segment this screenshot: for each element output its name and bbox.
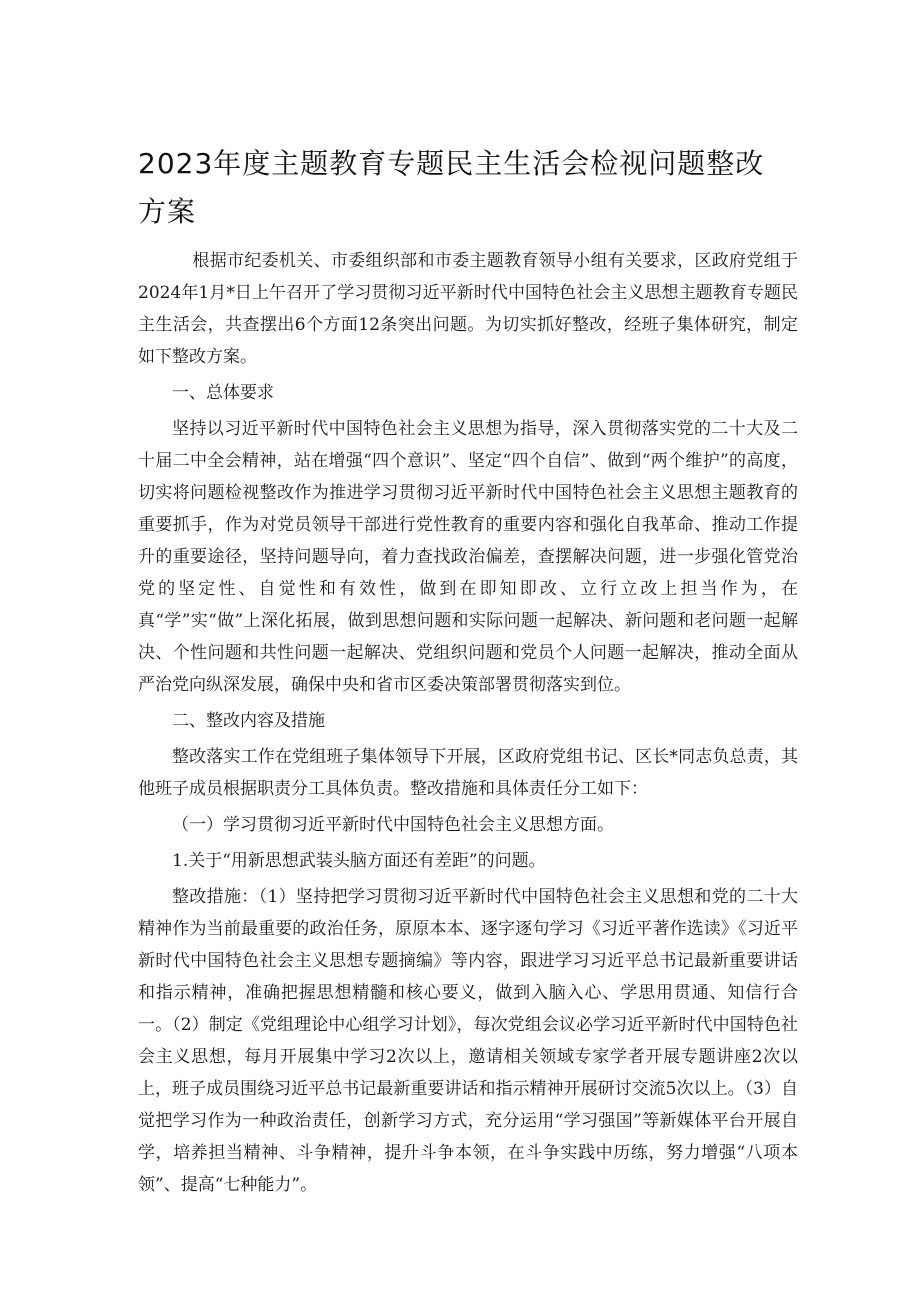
general-requirements-paragraph: 坚持以习近平新时代中国特色社会主义思想为指导，深入贯彻落实党的二十大及二十届二中全会精神，站在增强“四个意识”、坚定“四个自信”、做到“两个维护”的高度，切实将问题检视整改作为推进学习贯彻习近平新时代中国特色社会主义思想主题教育的重要抓手，作为对党员领导干部进行党性教育的重要内容和强化自我革命、推动工作提升的重要途径，坚持问题导向，着力查找政治偏差，查摆解决问题，进一步强化管党治党的坚定性、自觉性和有效性，做到在即知即改、立行立改上担当作为，在真“学”实“做”上深化拓展，做到思想问题和实际问题一起解决、新问题和老问题一起解决、个性问题和共性问题一起解决、党组织问题和党员个人问题一起解决，推动全面从严治党向纵深发展，确保中央和省市区委决策部署贯彻落实到位。 xyxy=(138,419,798,695)
subsection-heading-1: （一）学习贯彻习近平新时代中国特色社会主义思想方面。 xyxy=(172,815,614,835)
document-title: 2023年度主题教育专题民主生活会检视问题整改方案 xyxy=(138,147,765,228)
section-heading-general-requirements: 一、总体要求 xyxy=(172,383,274,403)
issue-heading-1: 1.关于“用新思想武装头脑方面还有差距”的问题。 xyxy=(172,851,546,871)
responsibility-paragraph: 整改落实工作在党组班子集体领导下开展，区政府党组书记、区长*同志负总责，其他班子成员根据职责分工具体负责。整改措施和具体责任分工如下： xyxy=(138,747,798,799)
section-heading-rectification-measures: 二、整改内容及措施 xyxy=(172,711,325,731)
intro-paragraph: 根据市纪委机关、市委组织部和市委主题教育领导小组有关要求，区政府党组于2024年1月*日上午召开了学习贯彻习近平新时代中国特色社会主义思想主题教育专题民主生活会，共查摆出6个方面12条突出问题。为切实抓好整改，经班子集体研究，制定如下整改方案。 xyxy=(138,251,798,367)
document-body xyxy=(138,245,798,1205)
measures-paragraph-1: 整改措施：（1）坚持把学习贯彻习近平新时代中国特色社会主义思想和党的二十大精神作为当前最重要的政治任务，原原本本、逐字逐句学习《习近平著作选读》《习近平新时代中国特色社会主义思想专题摘编》等内容，跟进学习习近平总书记最新重要讲话和指示精神，准确把握思想精髓和核心要义，做到入脑入心、学思用贯通、知信行合一。（2）制定《党组理论中心组学习计划》，每次党组会议必学习近平新时代中国特色社会主义思想，每月开展集中学习2次以上，邀请相关领域专家学者开展专题讲座2次以上，班子成员围绕习近平总书记最新重要讲话和指示精神开展研讨交流5次以上。（3）自觉把学习作为一种政治责任，创新学习方式，充分运用“学习强国”等新媒体平台开展自学，培养担当精神、斗争精神，提升斗争本领，在斗争实践中历练，努力增强“八项本领”、提高“七种能力”。 xyxy=(138,887,798,1195)
